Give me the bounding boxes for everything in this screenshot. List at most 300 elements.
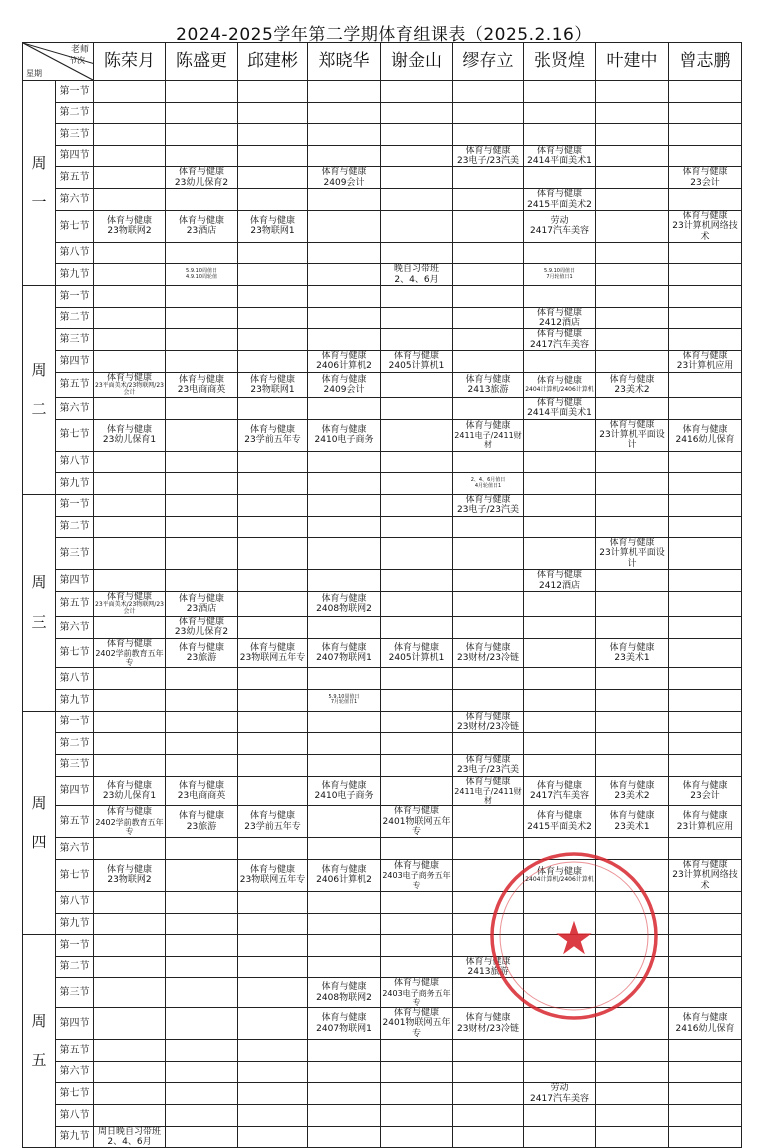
class-subject: 体育与健康 [609, 642, 655, 653]
schedule-cell [166, 189, 238, 211]
schedule-cell [308, 351, 381, 373]
schedule-cell [238, 570, 308, 592]
class-subject: 体育与健康 [178, 780, 224, 791]
schedule-cell [94, 1083, 166, 1105]
class-subject: 体育与健康 [609, 811, 655, 822]
table-row [23, 329, 742, 351]
schedule-cell [524, 451, 596, 473]
schedule-cell [596, 754, 669, 776]
period-label: 第二节 [56, 307, 94, 329]
schedule-cell [596, 473, 669, 495]
day-label-top: 周 [31, 793, 47, 812]
class-group: 2410电子商务 [314, 435, 374, 446]
table-row [23, 733, 742, 755]
schedule-cell [596, 189, 669, 211]
schedule-cell [94, 838, 166, 860]
period-label: 第七节 [56, 638, 94, 668]
class-subject: 体育与健康 [321, 424, 367, 435]
schedule-cell [381, 711, 453, 733]
class-subject: 体育与健康 [178, 593, 224, 604]
schedule-cell [381, 102, 453, 124]
schedule-cell [669, 451, 742, 473]
class-subject: 体育与健康 [465, 494, 511, 505]
schedule-cell [166, 372, 238, 397]
class-subject: 体育与健康 [321, 1013, 367, 1024]
table-row [23, 838, 742, 860]
teacher-header: 邱建彬 [238, 43, 308, 81]
period-label: 第五节 [56, 1040, 94, 1062]
schedule-cell [596, 167, 669, 189]
schedule-cell [94, 286, 166, 308]
schedule-cell [453, 668, 524, 690]
schedule-cell [238, 956, 308, 978]
period-label: 第九节 [56, 473, 94, 495]
schedule-cell [669, 935, 742, 957]
table-row [23, 189, 742, 211]
class-subject: 体育与健康 [321, 374, 367, 385]
schedule-cell [238, 210, 308, 242]
schedule-cell [238, 859, 308, 891]
class-subject: 体育与健康 [321, 167, 367, 178]
schedule-cell [596, 859, 669, 891]
schedule-cell [524, 419, 596, 451]
period-label: 第二节 [56, 516, 94, 538]
schedule-cell [166, 124, 238, 146]
schedule-cell [94, 242, 166, 264]
schedule-cell [381, 754, 453, 776]
schedule-cell [308, 167, 381, 189]
class-subject: 体育与健康 [393, 351, 439, 362]
schedule-cell [238, 776, 308, 806]
class-subject: 体育与健康 [178, 616, 224, 627]
schedule-cell [453, 1061, 524, 1083]
schedule-cell [453, 538, 524, 570]
schedule-cell [308, 913, 381, 935]
schedule-cell [94, 473, 166, 495]
schedule-cell [596, 1061, 669, 1083]
schedule-cell [596, 451, 669, 473]
class-group: 23会计 [690, 177, 720, 188]
table-row [23, 264, 742, 286]
schedule-cell [524, 307, 596, 329]
table-row [23, 1040, 742, 1062]
schedule-cell [166, 329, 238, 351]
table-row [23, 286, 742, 308]
schedule-cell [308, 838, 381, 860]
class-group: 23电商商英 [177, 790, 226, 801]
teacher-header: 缪存立 [453, 43, 524, 81]
period-label: 第七节 [56, 1083, 94, 1105]
schedule-cell [166, 286, 238, 308]
schedule-cell [524, 538, 596, 570]
period-label: 第二节 [56, 956, 94, 978]
schedule-cell [453, 124, 524, 146]
period-label: 第八节 [56, 242, 94, 264]
teacher-header: 陈盛更 [166, 43, 238, 81]
schedule-cell [596, 124, 669, 146]
schedule-cell [308, 570, 381, 592]
period-label: 第八节 [56, 451, 94, 473]
class-subject: 体育与健康 [178, 216, 224, 227]
period-label: 第三节 [56, 978, 94, 1008]
class-group: 2414平面美术1 [527, 156, 592, 167]
schedule-cell [669, 419, 742, 451]
schedule-cell [308, 1061, 381, 1083]
schedule-cell [596, 1083, 669, 1105]
schedule-cell [308, 591, 381, 616]
schedule-cell [596, 264, 669, 286]
class-group: 23物联网五年专 [239, 653, 306, 664]
period-label: 第一节 [56, 81, 94, 103]
class-group: 2403电子商务五年专 [382, 988, 451, 1007]
period-label: 第一节 [56, 494, 94, 516]
day-label-bottom: 四 [31, 832, 47, 851]
table-row [23, 145, 742, 167]
schedule-cell [524, 956, 596, 978]
schedule-cell [524, 286, 596, 308]
schedule-cell [524, 242, 596, 264]
day-label-top: 周 [31, 573, 47, 592]
schedule-cell [669, 711, 742, 733]
class-subject: 体育与健康 [106, 591, 152, 602]
class-subject: 体育与健康 [249, 642, 295, 653]
schedule-cell [166, 494, 238, 516]
corner-week-label: 星期 [26, 68, 42, 78]
class-subject: 体育与健康 [536, 570, 582, 581]
schedule-cell [308, 189, 381, 211]
schedule-cell [524, 570, 596, 592]
schedule-cell [381, 1105, 453, 1127]
schedule-cell [524, 1061, 596, 1083]
schedule-cell [94, 1040, 166, 1062]
schedule-cell [238, 167, 308, 189]
table-row [23, 806, 742, 838]
class-subject: 体育与健康 [465, 776, 511, 787]
page-title: 2024-2025学年第二学期体育组课表（2025.2.16） [176, 25, 592, 45]
class-subject: 体育与健康 [393, 1008, 439, 1019]
table-row [23, 242, 742, 264]
day-label-top: 周 [31, 1011, 47, 1030]
schedule-cell [381, 913, 453, 935]
class-group: 23财材/23冷链 [457, 653, 519, 664]
schedule-cell [453, 210, 524, 242]
schedule-cell [596, 1105, 669, 1127]
schedule-cell [381, 397, 453, 419]
class-subject: 体育与健康 [178, 167, 224, 178]
schedule-cell [669, 776, 742, 806]
class-subject: 体育与健康 [321, 593, 367, 604]
schedule-cell [596, 329, 669, 351]
schedule-cell [308, 1008, 381, 1040]
schedule-cell [94, 711, 166, 733]
schedule-cell [453, 616, 524, 638]
schedule-cell [238, 1040, 308, 1062]
day-label [23, 935, 56, 1148]
class-subject: 体育与健康 [106, 865, 152, 876]
class-subject: 体育与健康 [682, 424, 728, 435]
schedule-cell [453, 473, 524, 495]
schedule-cell [381, 1008, 453, 1040]
schedule-cell [524, 473, 596, 495]
schedule-cell [524, 167, 596, 189]
class-group: 2405计算机1 [388, 653, 445, 664]
schedule-cell [238, 1061, 308, 1083]
schedule-cell [381, 978, 453, 1008]
schedule-cell [453, 570, 524, 592]
schedule-cell [94, 913, 166, 935]
schedule-cell [166, 754, 238, 776]
schedule-cell [238, 419, 308, 451]
schedule-cell [94, 689, 166, 711]
schedule-cell [94, 167, 166, 189]
schedule-cell [381, 1061, 453, 1083]
schedule-cell [308, 638, 381, 668]
schedule-cell [94, 1126, 166, 1148]
schedule-cell [453, 329, 524, 351]
class-subject: 体育与健康 [321, 865, 367, 876]
class-group: 23酒店 [186, 226, 217, 237]
schedule-cell [308, 494, 381, 516]
period-label: 第三节 [56, 329, 94, 351]
schedule-cell [596, 978, 669, 1008]
schedule-cell [596, 913, 669, 935]
class-subject: 体育与健康 [249, 865, 295, 876]
schedule-cell [381, 776, 453, 806]
class-group: 2413旅游 [467, 967, 509, 978]
schedule-cell [524, 754, 596, 776]
period-label: 第一节 [56, 935, 94, 957]
class-subject: 体育与健康 [609, 780, 655, 791]
schedule-cell [381, 891, 453, 913]
schedule-cell [669, 264, 742, 286]
class-group: 23幼儿保育1 [102, 790, 157, 801]
period-label: 第九节 [56, 264, 94, 286]
schedule-cell [381, 1040, 453, 1062]
class-group: 23电子/23汽美 [457, 765, 519, 776]
schedule-cell [94, 956, 166, 978]
schedule-cell [524, 1008, 596, 1040]
schedule-cell [166, 264, 238, 286]
class-group: 2、4、6月 [107, 1136, 152, 1147]
class-group: 2406计算机2 [316, 361, 372, 372]
class-group: 2411电子/2411财材 [454, 786, 522, 806]
table-row [23, 978, 742, 1008]
schedule-cell [381, 538, 453, 570]
schedule-cell [669, 124, 742, 146]
class-subject: 体育与健康 [393, 642, 439, 653]
schedule-cell [381, 286, 453, 308]
teacher-header: 曾志鹏 [669, 43, 742, 81]
class-subject: 5.9.10周值日 [544, 268, 575, 275]
schedule-cell [238, 516, 308, 538]
schedule-cell [308, 210, 381, 242]
schedule-cell [94, 1061, 166, 1083]
period-label: 第八节 [56, 891, 94, 913]
schedule-cell [669, 806, 742, 838]
schedule-cell [381, 451, 453, 473]
schedule-cell [381, 859, 453, 891]
schedule-cell [381, 372, 453, 397]
period-label: 第三节 [56, 538, 94, 570]
class-group: 23幼儿保育2 [174, 627, 229, 638]
schedule-cell [94, 570, 166, 592]
schedule-cell [238, 689, 308, 711]
schedule-cell [596, 638, 669, 668]
schedule-cell [596, 81, 669, 103]
class-subject: 体育与健康 [536, 376, 582, 387]
teacher-header: 陈荣月 [94, 43, 166, 81]
schedule-cell [669, 189, 742, 211]
schedule-cell [308, 711, 381, 733]
schedule-cell [238, 307, 308, 329]
table-row [23, 351, 742, 373]
class-group: 23平面美术/23物联网/23会计 [95, 601, 164, 616]
schedule-cell [524, 806, 596, 838]
schedule-cell [524, 776, 596, 806]
schedule-cell [166, 307, 238, 329]
class-group: 23酒店 [186, 603, 217, 614]
schedule-cell [381, 668, 453, 690]
class-subject: 体育与健康 [536, 811, 582, 822]
schedule-cell [669, 538, 742, 570]
table-row [23, 1083, 742, 1105]
schedule-cell [453, 776, 524, 806]
table-row [23, 754, 742, 776]
period-label: 第七节 [56, 210, 94, 242]
schedule-cell [308, 372, 381, 397]
class-subject: 体育与健康 [178, 811, 224, 822]
schedule-cell [596, 1008, 669, 1040]
class-group: 2417汽车美容 [530, 1093, 589, 1104]
schedule-cell [308, 978, 381, 1008]
period-label: 第六节 [56, 1061, 94, 1083]
schedule-cell [381, 1083, 453, 1105]
schedule-cell [94, 616, 166, 638]
period-label: 第四节 [56, 1008, 94, 1040]
schedule-cell [453, 754, 524, 776]
schedule-cell [238, 668, 308, 690]
day-label [23, 494, 56, 711]
schedule-cell [381, 419, 453, 451]
schedule-cell [166, 473, 238, 495]
schedule-cell [669, 1105, 742, 1127]
schedule-cell [453, 102, 524, 124]
schedule-cell [166, 145, 238, 167]
schedule-cell [94, 124, 166, 146]
schedule-cell [94, 210, 166, 242]
period-label: 第五节 [56, 167, 94, 189]
schedule-cell [524, 145, 596, 167]
schedule-cell [381, 616, 453, 638]
schedule-cell [238, 711, 308, 733]
class-subject: 体育与健康 [682, 351, 728, 362]
schedule-cell [453, 711, 524, 733]
schedule-cell [381, 307, 453, 329]
class-group: 2404计算机/2406计算机 [525, 385, 594, 393]
schedule-cell [166, 776, 238, 806]
class-subject: 劳动 [550, 216, 569, 227]
schedule-cell [166, 242, 238, 264]
schedule-cell [381, 689, 453, 711]
schedule-cell [381, 516, 453, 538]
schedule-cell [308, 286, 381, 308]
schedule-cell [669, 638, 742, 668]
class-group: 2415平面美术2 [527, 199, 592, 210]
class-group: 2416幼儿保育 [675, 1023, 735, 1034]
class-group: 2407物联网1 [316, 1023, 372, 1034]
schedule-cell [308, 689, 381, 711]
period-label: 第四节 [56, 570, 94, 592]
schedule-cell [669, 1126, 742, 1148]
class-group: 2410电子商务 [314, 790, 374, 801]
schedule-cell [524, 913, 596, 935]
schedule-cell [669, 1083, 742, 1105]
schedule-cell [381, 81, 453, 103]
period-label: 第四节 [56, 351, 94, 373]
schedule-cell [166, 806, 238, 838]
schedule-cell [166, 210, 238, 242]
period-label: 第八节 [56, 1105, 94, 1127]
schedule-cell [524, 891, 596, 913]
schedule-cell [596, 397, 669, 419]
seal-star-icon: ★ [553, 911, 595, 965]
schedule-cell [308, 419, 381, 451]
class-subject: 体育与健康 [321, 982, 367, 993]
table-row [23, 102, 742, 124]
schedule-cell [238, 189, 308, 211]
class-group: 2408物联网2 [316, 992, 372, 1003]
table-row [23, 956, 742, 978]
class-subject: 体育与健康 [682, 210, 728, 221]
schedule-cell [238, 124, 308, 146]
class-subject: 劳动 [550, 1083, 569, 1094]
schedule-cell [453, 451, 524, 473]
schedule-cell [308, 1083, 381, 1105]
table-row [23, 451, 742, 473]
table-row [23, 668, 742, 690]
class-subject: 体育与健康 [249, 374, 295, 385]
schedule-cell [94, 776, 166, 806]
table-corner-header [23, 43, 94, 81]
schedule-cell [308, 102, 381, 124]
schedule-cell [453, 689, 524, 711]
schedule-cell [94, 81, 166, 103]
class-group: 23会计 [690, 790, 720, 801]
class-group: 23美术1 [614, 821, 650, 832]
schedule-cell [381, 329, 453, 351]
schedule-cell [94, 451, 166, 473]
class-subject: 体育与健康 [609, 374, 655, 385]
class-group: 4月轮值日1 [474, 482, 502, 489]
class-group: 2401物联网五年专 [382, 816, 451, 837]
schedule-cell [596, 668, 669, 690]
schedule-cell [308, 473, 381, 495]
schedule-cell [453, 397, 524, 419]
schedule-cell [596, 494, 669, 516]
teacher-header: 叶建中 [596, 43, 669, 81]
schedule-cell [166, 102, 238, 124]
schedule-cell [94, 591, 166, 616]
teacher-header: 谢金山 [381, 43, 453, 81]
schedule-cell [453, 1105, 524, 1127]
schedule-cell [308, 1105, 381, 1127]
schedule-cell [94, 806, 166, 838]
schedule-cell [94, 419, 166, 451]
class-group: 23电子/23汽美 [457, 156, 519, 167]
class-subject: 体育与健康 [321, 780, 367, 791]
class-group: 2401物联网五年专 [382, 1018, 451, 1039]
day-label-top: 周 [31, 153, 47, 172]
